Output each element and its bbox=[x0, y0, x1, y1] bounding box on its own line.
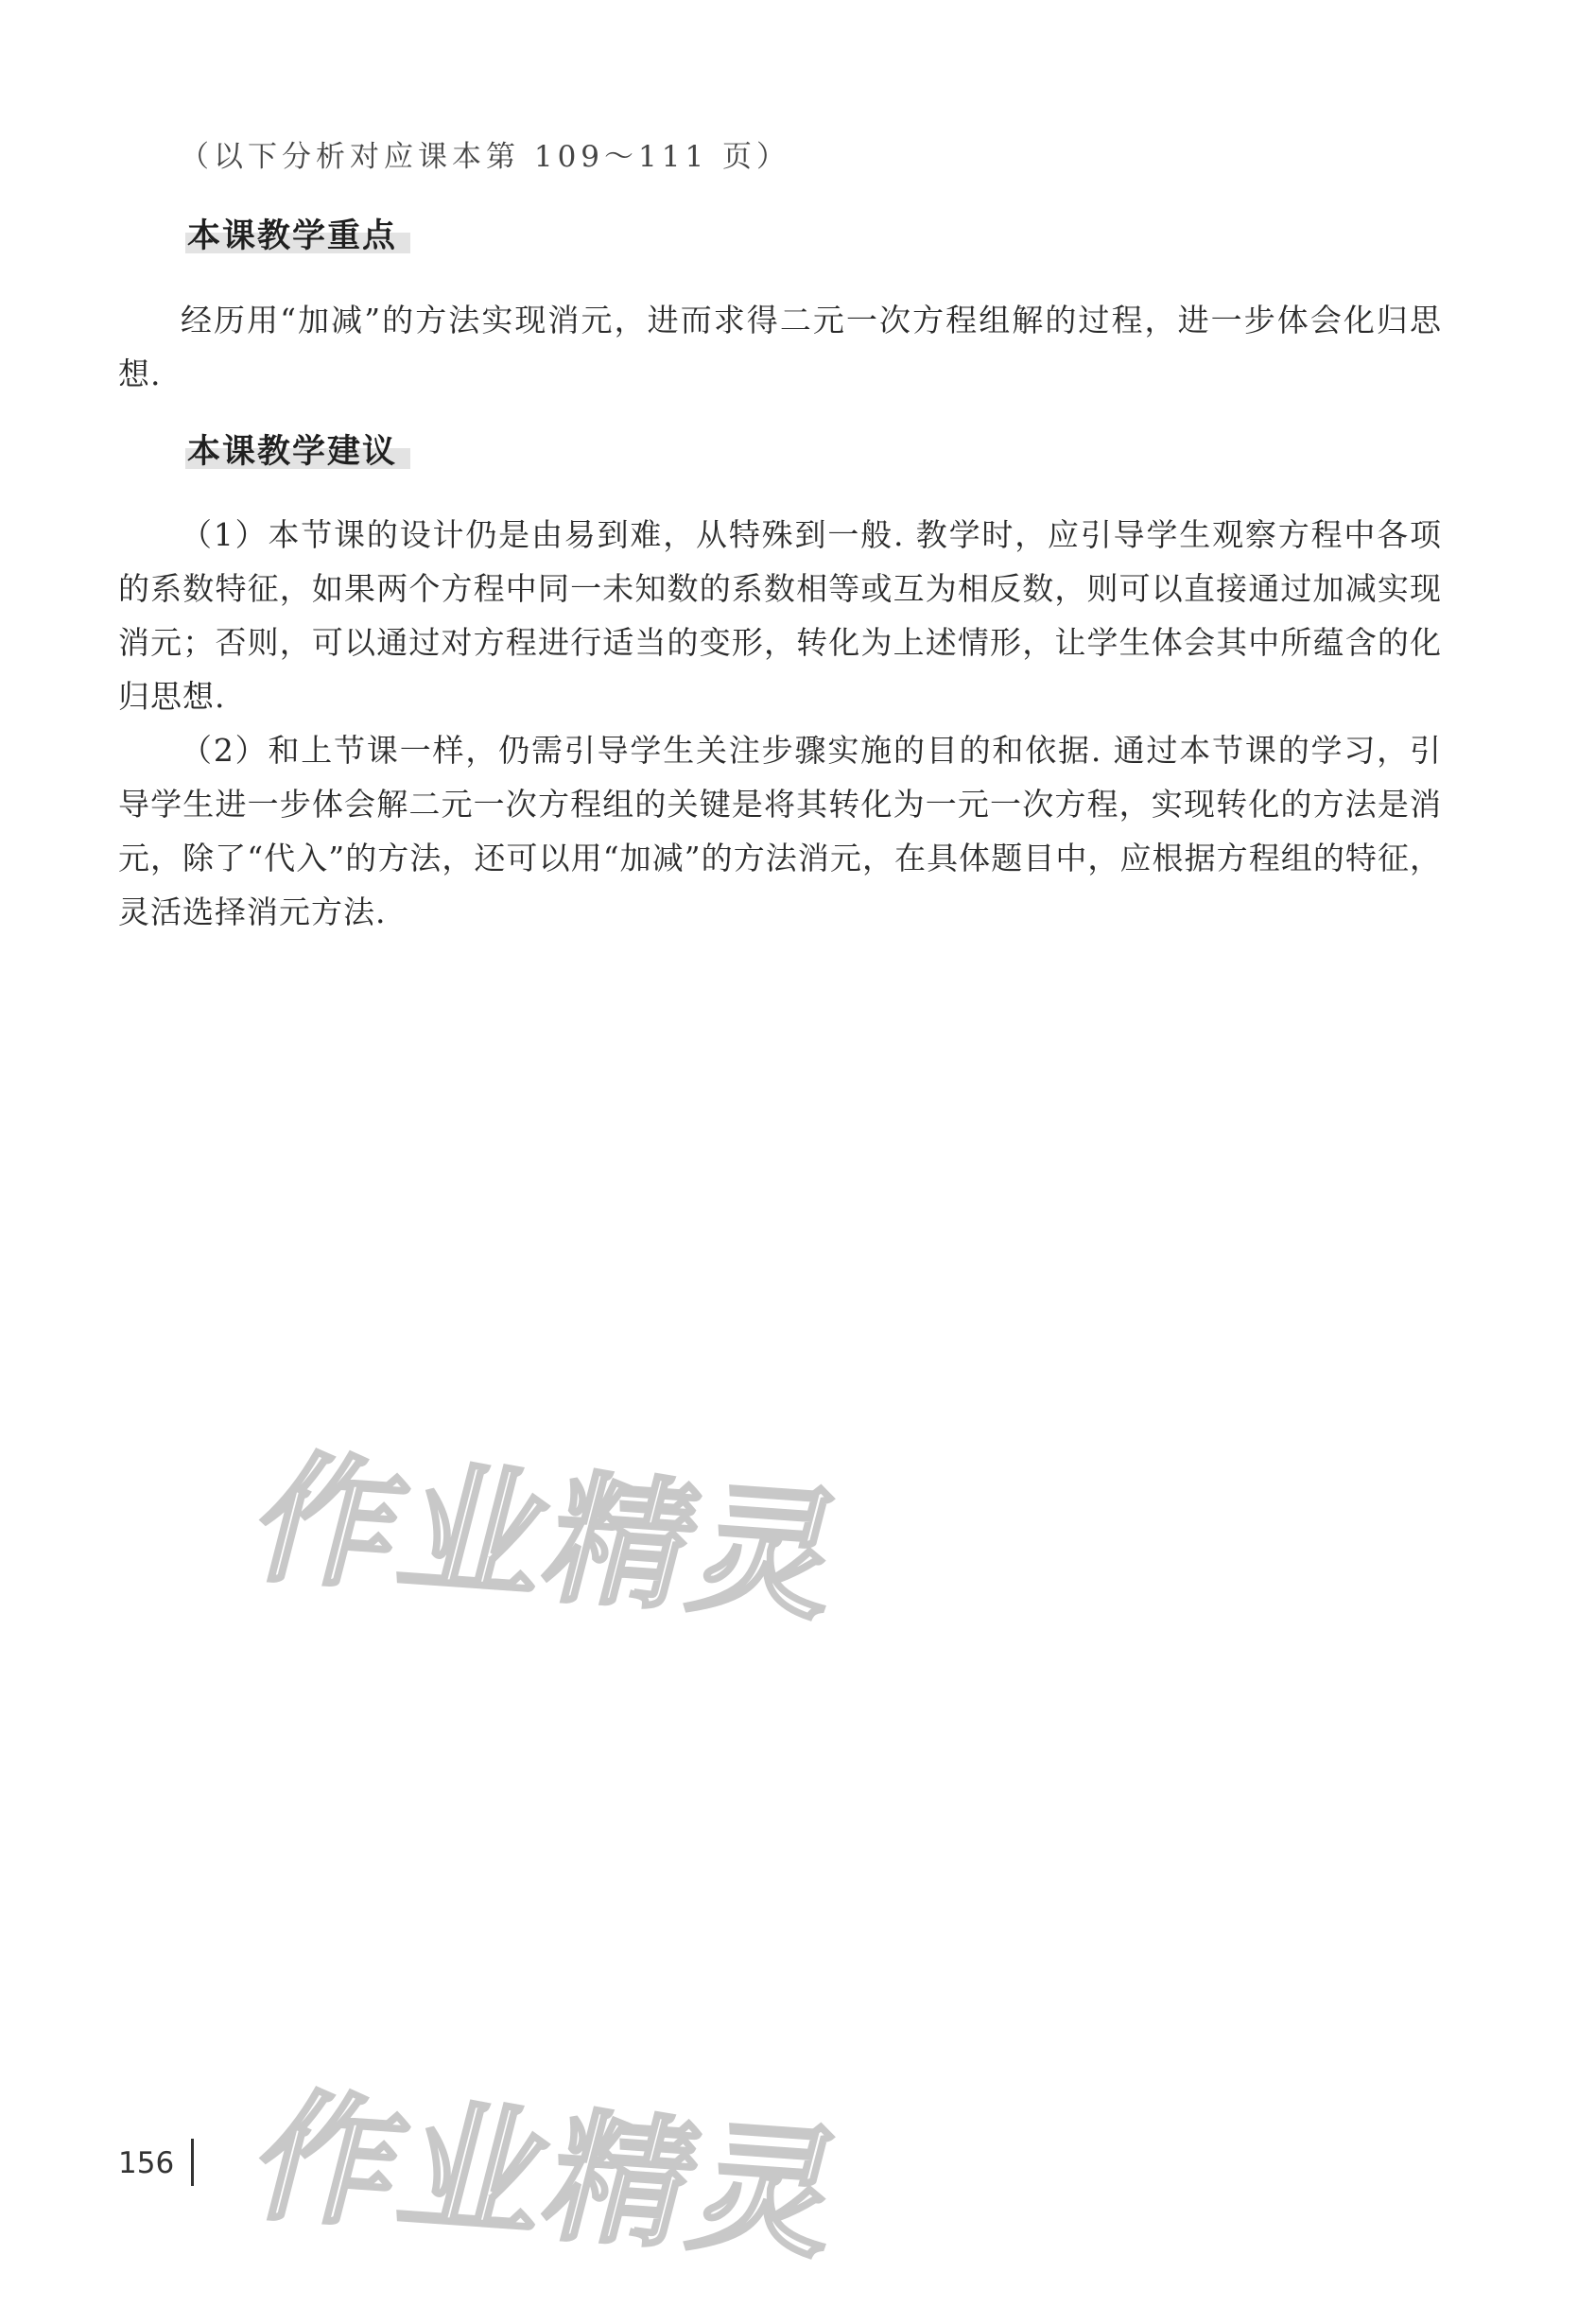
suggestion-paragraph-2: （2）和上节课一样，仍需引导学生关注步骤实施的目的和依据. 通过本节课的学习，引导学生进一步体会解二元一次方程组的关键是将其转化为一元一次方程，实现转化的方法是消元，除了“代入”的方法，还可以用“加减”的方法消元，在具体题目中，应根据方程组的特征，灵活选择消元方法. bbox=[118, 732, 1442, 930]
section-heading-teaching-suggestions: 本课教学建议 bbox=[185, 425, 410, 473]
section-heading-teaching-focus: 本课教学重点 bbox=[185, 210, 410, 257]
page-number: 156 bbox=[118, 2146, 175, 2180]
textbook-reference-note: （以下分析对应课本第 109～111 页） bbox=[180, 140, 791, 174]
page-number-divider bbox=[191, 2139, 194, 2186]
teaching-focus-paragraph: 经历用“加减”的方法实现消元，进而求得二元一次方程组解的过程，进一步体会化归思想. bbox=[118, 302, 1442, 392]
watermark-logo-bottom: 作业精灵 bbox=[248, 2073, 831, 2280]
watermark-logo: 作业精灵 bbox=[248, 1435, 831, 1641]
suggestion-paragraph-1: （1）本节课的设计仍是由易到难，从特殊到一般. 教学时，应引导学生观察方程中各项的系数特征，如果两个方程中同一未知数的系数相等或互为相反数，则可以直接通过加减实现消元；否则，可以通过对方程进行适当的变形，转化为上述情形，让学生体会其中所蕴含的化归思想. bbox=[118, 516, 1442, 715]
